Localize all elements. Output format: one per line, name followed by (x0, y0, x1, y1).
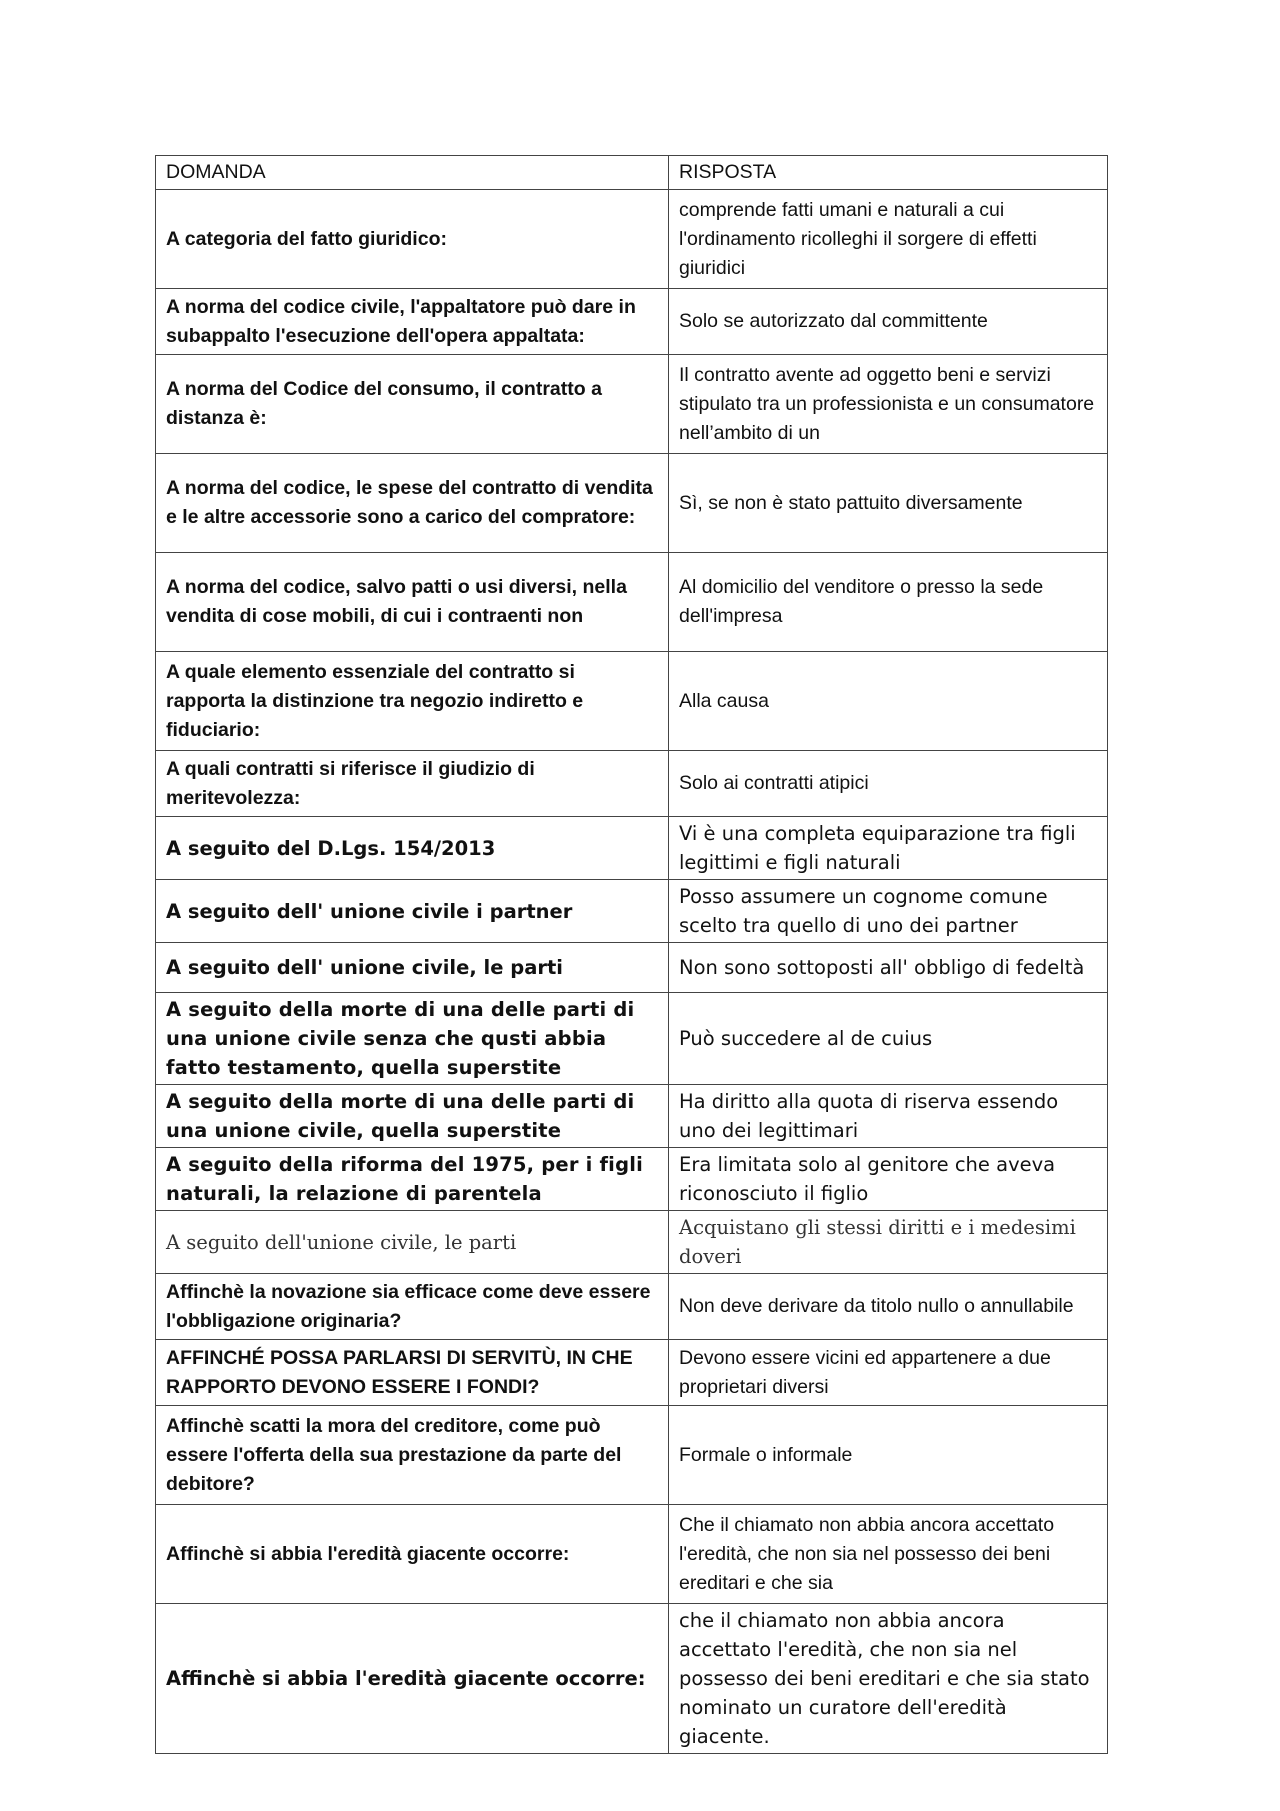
table-row (156, 1505, 1108, 1604)
answer-cell: Sì, se non è stato pattuito diversamente (669, 454, 1108, 553)
question-cell: A seguito della riforma del 1975, per i figli naturali, la relazione di parentela (156, 1148, 669, 1211)
table-row (156, 880, 1108, 943)
answer-cell: Acquistano gli stessi diritti e i medesimi doveri (669, 1211, 1108, 1274)
table-row (156, 454, 1108, 553)
answer-cell: Solo ai contratti atipici (669, 751, 1108, 817)
table-row (156, 1211, 1108, 1274)
table-row (156, 1406, 1108, 1505)
question-cell: Affinchè si abbia l'eredità giacente occorre: (156, 1604, 669, 1754)
table-header-row (156, 156, 1108, 190)
table-row (156, 1274, 1108, 1340)
answer-cell: Non deve derivare da titolo nullo o annullabile (669, 1274, 1108, 1340)
answer-cell: comprende fatti umani e naturali a cui l'ordinamento ricolleghi il sorgere di effetti giuridici (669, 190, 1108, 289)
question-cell: A seguito del D.Lgs. 154/2013 (156, 817, 669, 880)
question-cell: A norma del Codice del consumo, il contratto a distanza è: (156, 355, 669, 454)
question-cell: Affinchè si abbia l'eredità giacente occorre: (156, 1505, 669, 1604)
table-row (156, 1085, 1108, 1148)
answer-cell: Posso assumere un cognome comune scelto tra quello di uno dei partner (669, 880, 1108, 943)
question-cell: A norma del codice, salvo patti o usi diversi, nella vendita di cose mobili, di cui i contraenti non (156, 553, 669, 652)
answer-cell: Può succedere al de cuius (669, 993, 1108, 1085)
question-cell: A quale elemento essenziale del contratto si rapporta la distinzione tra negozio indiretto e fiduciario: (156, 652, 669, 751)
table-row (156, 1340, 1108, 1406)
table-row (156, 553, 1108, 652)
answer-cell: Il contratto avente ad oggetto beni e servizi stipulato tra un professionista e un consumatore nell’ambito di un (669, 355, 1108, 454)
answer-cell: Era limitata solo al genitore che aveva riconosciuto il figlio (669, 1148, 1108, 1211)
table-row (156, 355, 1108, 454)
table-row (156, 817, 1108, 880)
table-row (156, 652, 1108, 751)
table-row (156, 190, 1108, 289)
answer-cell: Solo se autorizzato dal committente (669, 289, 1108, 355)
answer-cell: Devono essere vicini ed appartenere a due proprietari diversi (669, 1340, 1108, 1406)
table-row (156, 943, 1108, 993)
question-cell: A seguito dell'unione civile, le parti (156, 1211, 669, 1274)
question-cell: Affinchè scatti la mora del creditore, come può essere l'offerta della sua prestazione da parte del debitore? (156, 1406, 669, 1505)
answer-cell: Che il chiamato non abbia ancora accettato l'eredità, che non sia nel possesso dei beni ereditari e che sia (669, 1505, 1108, 1604)
question-cell: A seguito della morte di una delle parti di una unione civile senza che qusti abbia fatto testamento, quella superstite (156, 993, 669, 1085)
question-cell: AFFINCHÉ POSSA PARLARSI DI SERVITÙ, IN CHE RAPPORTO DEVONO ESSERE I FONDI? (156, 1340, 669, 1406)
answer-cell: Vi è una completa equiparazione tra figli legittimi e figli naturali (669, 817, 1108, 880)
table-row (156, 751, 1108, 817)
answer-cell: Ha diritto alla quota di riserva essendo uno dei legittimari (669, 1085, 1108, 1148)
table-row (156, 993, 1108, 1085)
answer-cell: Al domicilio del venditore o presso la sede dell'impresa (669, 553, 1108, 652)
column-header-answer: RISPOSTA (669, 156, 1108, 190)
table-row (156, 1604, 1108, 1754)
question-cell: A categoria del fatto giuridico: (156, 190, 669, 289)
question-cell: A norma del codice civile, l'appaltatore può dare in subappalto l'esecuzione dell'opera appaltata: (156, 289, 669, 355)
answer-cell: che il chiamato non abbia ancora accettato l'eredità, che non sia nel possesso dei beni ereditari e che sia stato nominato un curatore dell'eredità giacente. (669, 1604, 1108, 1754)
question-cell: A seguito dell' unione civile i partner (156, 880, 669, 943)
table-row (156, 1148, 1108, 1211)
qa-table (155, 155, 1108, 1754)
question-cell: A quali contratti si riferisce il giudizio di meritevolezza: (156, 751, 669, 817)
question-cell: A seguito della morte di una delle parti di una unione civile, quella superstite (156, 1085, 669, 1148)
column-header-question: DOMANDA (156, 156, 669, 190)
table-row (156, 289, 1108, 355)
question-cell: Affinchè la novazione sia efficace come deve essere l'obbligazione originaria? (156, 1274, 669, 1340)
question-cell: A seguito dell' unione civile, le parti (156, 943, 669, 993)
answer-cell: Formale o informale (669, 1406, 1108, 1505)
question-cell: A norma del codice, le spese del contratto di vendita e le altre accessorie sono a carico del compratore: (156, 454, 669, 553)
answer-cell: Alla causa (669, 652, 1108, 751)
answer-cell: Non sono sottoposti all' obbligo di fedeltà (669, 943, 1108, 993)
